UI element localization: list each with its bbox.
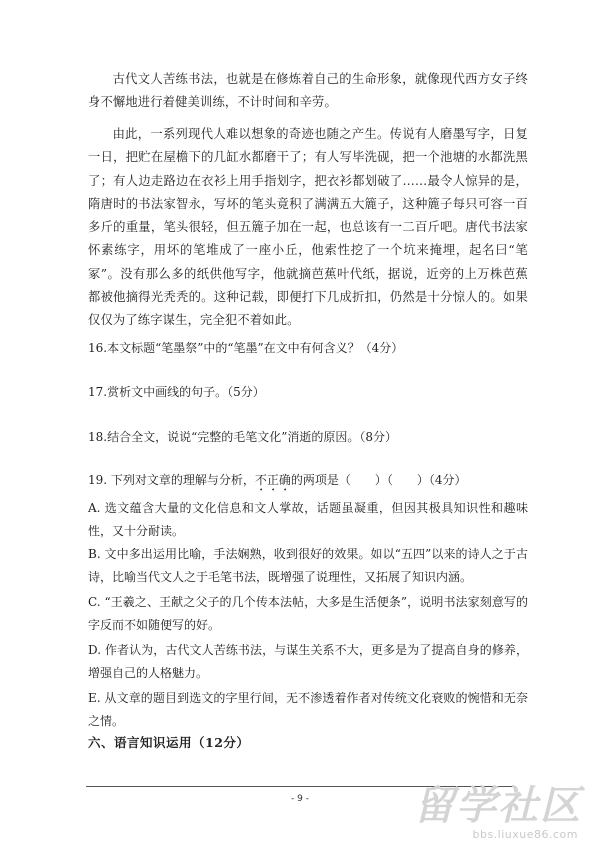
site-watermark	[408, 784, 584, 844]
option-b: B. 文中多出运用比喻，手法娴熟，收到很好的效果。如以“五四”以来的诗人之于古诗，比喻当代文人之于毛笔书法，既增强了说理性，又拓展了知识内涵。	[88, 547, 528, 585]
question-18: 18.结合全文，说说“完整的毛笔文化”消逝的原因。（8分）	[88, 430, 397, 444]
option-d: D. 作者认为，古代文人苦练书法，与谋生关系不大，更多是为了提高自身的修养，增强自己的人格魅力。	[88, 643, 528, 681]
passage-paragraph-2	[88, 123, 528, 333]
question-19-emphasis: 不正确	[254, 473, 291, 487]
option-e: E. 从文章的题目到选文的字里行间，无不渗透着作者对传统文化衰败的惋惜和无奈之情。	[88, 691, 528, 729]
question-19	[88, 469, 528, 494]
option-c: C. “王羲之、王献之父子的几个传本法帖，大多是生活便条”，说明书法家刻意写的字反而不如随便写的好。	[88, 595, 528, 633]
watermark-title: 留学社区	[414, 783, 582, 829]
question-19-prefix: 19. 下列对文章的理解与分析，	[88, 473, 255, 487]
question-16: 16.本文标题“笔墨祭”中的“笔墨”在文中有何含义？（4分）	[88, 341, 404, 355]
passage-paragraph-2-text: 由此，一系列现代人难以想象的奇迹也随之产生。传说有人磨墨写字，日复一日，把贮在屋檐下的几缸水都磨干了；有人写毕洗砚，把一个池塘的水都洗黑了；有人边走路边在衣衫上用手指划字，把衣衫都划破了……最令人惊异的是，隋唐时的书法家智永，写坏的笔头竟积了满满五大簏子，这种簏子每只可容一百多斤的重量，笔头很轻，但五簏子加在一起，也总该有一二百斤吧。唐代书法家怀素练字，用坏的笔堆成了一座小丘，他索性挖了一个坑来掩埋，起名曰“笔冢”。没有那么多的纸供他写字，他就摘芭蕉叶代纸，据说，近旁的上万株芭蕉都被他摘得光秃秃的。这种记载，即便打下几成折扣，仍然是十分惊人的。如果仅仅为了练字谋生，完全犯不着如此。	[88, 127, 528, 328]
question-17: 17.赏析文中画线的句子。（5分）	[88, 385, 265, 399]
option-a: A. 选文蕴含大量的文化信息和文人掌故，话题虽凝重，但因其极具知识性和趣味性，又十分耐读。	[88, 501, 528, 539]
page-number: - 9 -	[291, 794, 309, 804]
question-19-suffix: 的两项是（ ）（ ）（4分）	[290, 473, 467, 487]
passage-paragraph-1	[88, 68, 528, 115]
passage-paragraph-1-text: 古代文人苦练书法，也就是在修炼着自己的生命形象，就像现代西方女子终身不懈地进行着健美训练，不计时间和辛劳。	[88, 72, 528, 110]
watermark-url: bbs.liuxue86.com	[472, 828, 578, 841]
section-heading: 六、语言知识运用（12分）	[88, 735, 250, 750]
